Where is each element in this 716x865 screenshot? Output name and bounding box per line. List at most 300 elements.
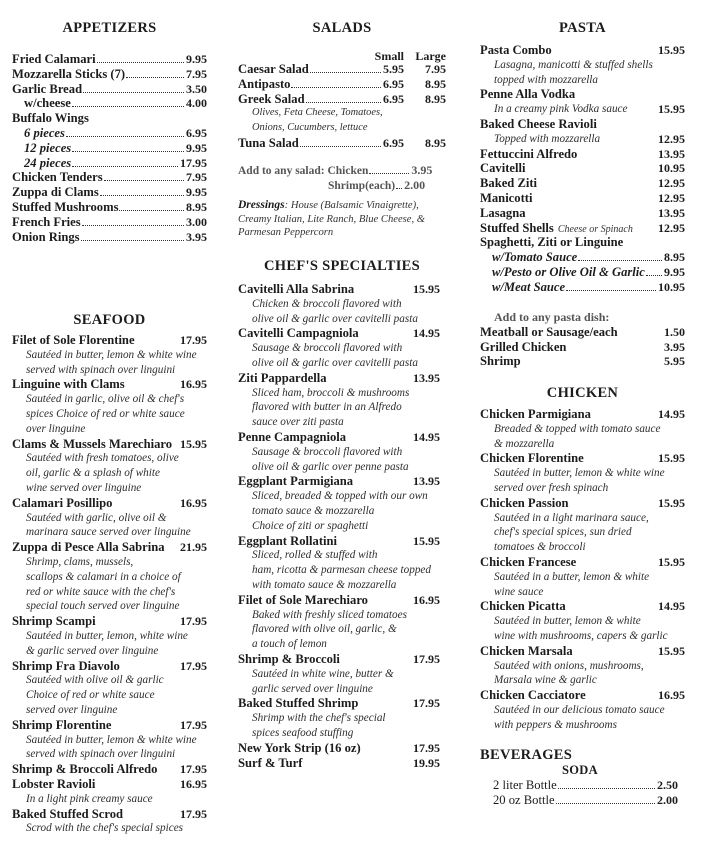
- menu-item: [12, 659, 207, 674]
- item-description: [480, 102, 685, 117]
- item-price: 19.95: [413, 755, 440, 770]
- item-description: [238, 297, 440, 312]
- pasta-addon: [480, 340, 685, 355]
- menu-item: [480, 280, 685, 295]
- menu-item: [480, 117, 685, 132]
- item-description: [238, 563, 440, 578]
- item-price: 12.95: [658, 131, 685, 146]
- item-name: Tuna Salad: [238, 135, 299, 150]
- item-description: [480, 481, 685, 496]
- item-description: [480, 437, 685, 452]
- description-line: with tomato sauce & mozzarella: [252, 578, 397, 591]
- dot-leader: [556, 803, 655, 804]
- menu-item: [480, 176, 685, 191]
- item-description: [12, 792, 207, 807]
- description-line: Scrod with the chef's special spices: [26, 822, 184, 835]
- salads-heading: SALADS: [312, 20, 372, 36]
- item-description: [238, 578, 440, 593]
- soda-name: 2 liter Bottle: [493, 778, 557, 792]
- price-small: 6.95: [383, 76, 404, 91]
- description-line: served with spinach over linguini: [26, 363, 176, 376]
- item-description: [12, 392, 207, 407]
- menu-item: [480, 644, 685, 659]
- item-name: Buffalo Wings: [12, 111, 89, 126]
- description-line: olive oil & garlic over cavitelli pasta: [252, 312, 418, 325]
- item-description: [12, 747, 207, 762]
- description-line: wine with mushrooms, capers & garlic: [494, 629, 668, 642]
- item-description: [480, 511, 685, 526]
- description-line: Sliced ham, broccoli & mushrooms: [252, 386, 410, 399]
- dot-leader: [369, 173, 409, 174]
- item-price: 15.95: [658, 451, 685, 466]
- menu-item: [480, 161, 685, 176]
- menu-item: [480, 221, 685, 236]
- soda-item: [493, 793, 678, 808]
- chicken-list: [480, 407, 685, 733]
- description-line: Sautéed in a light marinara sauce,: [494, 511, 649, 524]
- item-price: 17.95: [180, 333, 207, 347]
- item-name: Shrimp & Broccoli Alfredo: [12, 762, 158, 777]
- menu-item: [12, 170, 207, 185]
- item-price: 17.95: [413, 651, 440, 666]
- item-price: 17.95: [180, 806, 207, 821]
- description-line: garlic served over linguine: [252, 682, 373, 695]
- menu-item: [480, 191, 685, 206]
- item-price: 9.95: [186, 185, 207, 200]
- item-name: Pasta Combo: [480, 43, 552, 57]
- item-description: [238, 415, 440, 430]
- item-name: Spaghetti, Ziti or Linguine: [480, 235, 624, 250]
- menu-item: [238, 593, 440, 608]
- description-line: Sausage & broccoli flavored with: [252, 342, 403, 355]
- item-description: [480, 58, 685, 73]
- item-price: 4.00: [186, 96, 207, 111]
- item-description: [238, 460, 440, 475]
- description-line: Sliced, rolled & stuffed with: [252, 549, 378, 562]
- item-name: Caesar Salad: [238, 62, 309, 76]
- item-name: Manicotti: [480, 190, 533, 205]
- menu-item: [480, 43, 685, 58]
- description-line: Sliced, breaded & topped with our own: [252, 490, 428, 503]
- description-line: Topped with mozzarella: [494, 132, 601, 145]
- item-description: [12, 525, 207, 540]
- item-price: 9.95: [664, 264, 685, 279]
- item-description: [238, 356, 440, 371]
- item-price: 3.95: [186, 229, 207, 244]
- dot-leader: [119, 210, 184, 211]
- description-line: wine sauce: [494, 585, 544, 598]
- dot-leader: [72, 166, 178, 167]
- description-line: olive oil & garlic over penne pasta: [252, 460, 409, 473]
- soda-price: 2.50: [657, 778, 678, 792]
- dot-leader: [126, 77, 184, 78]
- description-line: Lasagna, manicotti & stuffed shells: [494, 58, 653, 71]
- description-line: tomato sauce & mozzarella: [252, 504, 375, 517]
- item-name: Surf & Turf: [238, 755, 303, 770]
- salad-dressings: [238, 199, 448, 240]
- menu-item: [12, 230, 207, 245]
- item-name: Zuppa di Clams: [12, 185, 99, 200]
- menu-item: [12, 96, 207, 111]
- item-price: 16.95: [180, 377, 207, 392]
- item-name: Eggplant Rollatini: [238, 533, 338, 548]
- salad-addon-label: Add to any salad:: [238, 164, 325, 177]
- item-description: [480, 540, 685, 555]
- item-name: Shrimp Florentine: [12, 717, 112, 732]
- item-name: Clams & Mussels Marechiaro: [12, 436, 173, 451]
- description-line: Chicken & broccoli flavored with: [252, 297, 402, 310]
- description-line: Sautéed in butter, lemon & white: [494, 615, 641, 628]
- beverages-heading: BEVERAGES: [480, 747, 573, 763]
- item-name: 12 pieces: [24, 140, 72, 155]
- description-line: oil, garlic & a splash of white: [26, 467, 160, 480]
- size-large-label: Large: [415, 49, 446, 63]
- salads-list: [238, 50, 446, 240]
- item-price: 9.95: [186, 140, 207, 155]
- salad-item: [238, 62, 446, 77]
- menu-item: [480, 451, 685, 466]
- item-price: 15.95: [658, 554, 685, 569]
- item-description: [238, 489, 440, 504]
- item-price: 17.95: [180, 658, 207, 673]
- item-description: [238, 711, 440, 726]
- dot-leader: [578, 260, 662, 261]
- item-name: Baked Cheese Ravioli: [480, 116, 597, 131]
- item-description: Olives, Feta Cheese, Tomatoes,: [252, 107, 383, 119]
- item-description: [12, 511, 207, 526]
- soda-heading: SODA: [562, 763, 598, 777]
- item-description: [238, 445, 440, 460]
- item-description: [12, 629, 207, 644]
- description-line: Sautéed in butter, lemon & white wine: [26, 733, 197, 746]
- soda-name: 20 oz Bottle: [493, 792, 555, 807]
- description-line: spices Choice of red or white sauce: [26, 407, 185, 420]
- dot-leader: [291, 87, 381, 88]
- dot-leader: [72, 106, 184, 107]
- item-price: 15.95: [413, 282, 440, 296]
- salad-item: [238, 92, 446, 107]
- description-line: special touch served over linguine: [26, 600, 180, 613]
- menu-item: [12, 52, 207, 67]
- item-description: [480, 703, 685, 718]
- description-line: Sautéed in a butter, lemon & white: [494, 570, 650, 583]
- item-price: 15.95: [413, 533, 440, 548]
- description-line: In a creamy pink Vodka sauce: [494, 103, 628, 116]
- item-price: 15.95: [658, 495, 685, 510]
- item-price: 17.95: [180, 717, 207, 732]
- item-description: [12, 422, 207, 437]
- item-description: [480, 422, 685, 437]
- dot-leader: [81, 240, 184, 241]
- item-description: [12, 585, 207, 600]
- item-price: 14.95: [658, 599, 685, 614]
- item-name: Lobster Ravioli: [12, 776, 96, 791]
- item-description: [480, 673, 685, 688]
- menu-item: [12, 141, 207, 156]
- size-small-label: Small: [374, 49, 404, 63]
- item-description: [238, 667, 440, 682]
- menu-item: [238, 756, 440, 771]
- item-description: [238, 519, 440, 534]
- item-name: Shrimp Scampi: [12, 614, 96, 629]
- item-name: Chicken Tenders: [12, 170, 103, 185]
- menu-item: [238, 534, 440, 549]
- description-line: & mozzarella: [494, 437, 555, 450]
- description-line: Baked with freshly sliced tomatoes: [252, 608, 407, 621]
- item-name: Eggplant Parmigiana: [238, 474, 354, 489]
- description-line: red or white sauce with the chef's: [26, 585, 176, 598]
- pasta-addon: [480, 325, 685, 340]
- pasta-addons-label: Add to any pasta dish:: [494, 310, 610, 324]
- item-price: 10.95: [658, 279, 685, 294]
- item-name: Linguine with Clams: [12, 377, 125, 392]
- menu-item: [12, 718, 207, 733]
- description-line: chef's special spices, sun dried: [494, 526, 632, 539]
- dot-leader: [104, 180, 184, 181]
- description-line: served over linguine: [26, 703, 118, 716]
- description-line: Sautéed in garlic, olive oil & chef's: [26, 393, 185, 406]
- description-line: tomatoes & broccoli: [494, 541, 586, 554]
- price-large: 8.95: [425, 76, 446, 91]
- item-name: Baked Ziti: [480, 176, 538, 191]
- seafood-heading: SEAFOOD: [73, 312, 146, 328]
- item-description: Onions, Cucumbers, lettuce: [252, 122, 368, 134]
- item-name: Mozzarella Sticks (7): [12, 66, 126, 81]
- menu-item: [480, 147, 685, 162]
- addon-name: Shrimp: [480, 354, 521, 369]
- item-name: Cavitelli Campagniola: [238, 326, 359, 341]
- item-name: Fried Calamari: [12, 52, 96, 66]
- item-price: 12.95: [658, 190, 685, 205]
- seafood-list: [12, 333, 207, 836]
- menu-item: [12, 67, 207, 82]
- item-name: Stuffed Shells: [480, 220, 554, 235]
- appetizers-list: [12, 52, 207, 244]
- dot-leader: [396, 188, 402, 189]
- menu-item: [12, 777, 207, 792]
- item-description: [12, 481, 207, 496]
- item-description: [12, 466, 207, 481]
- dot-leader: [300, 146, 381, 147]
- menu-item: [12, 185, 207, 200]
- description-line: over linguine: [26, 422, 86, 435]
- item-name: w/Pesto or Olive Oil & Garlic: [492, 264, 645, 279]
- item-name: w/Tomato Sauce: [492, 250, 578, 265]
- price-small: 6.95: [383, 135, 404, 150]
- item-price: 14.95: [413, 326, 440, 341]
- item-description: [480, 466, 685, 481]
- menu-item: [12, 496, 207, 511]
- appetizers-heading: APPETIZERS: [62, 20, 157, 36]
- item-name: Fettuccini Alfredo: [480, 146, 578, 161]
- item-name: French Fries: [12, 214, 81, 229]
- description-line: Shrimp with the chef's special: [252, 712, 386, 725]
- item-name: Chicken Florentine: [480, 451, 584, 466]
- menu-item: [12, 807, 207, 822]
- price-large: 8.95: [425, 91, 446, 106]
- chicken-heading: CHICKEN: [546, 385, 619, 401]
- description-line: wine served over linguine: [26, 481, 142, 494]
- item-name: Cavitelli: [480, 161, 526, 176]
- description-line: flavored with olive oil, garlic, &: [252, 623, 397, 636]
- item-description: [12, 599, 207, 614]
- item-description: [238, 341, 440, 356]
- menu-item: [238, 474, 440, 489]
- dot-leader: [566, 290, 656, 291]
- dot-leader: [66, 136, 184, 137]
- item-price: 6.95: [186, 125, 207, 140]
- item-price: 16.95: [413, 592, 440, 607]
- description-line: Shrimp, clams, mussels,: [26, 555, 134, 568]
- item-name: Chicken Passion: [480, 495, 569, 510]
- item-name: Chicken Cacciatore: [480, 688, 586, 703]
- item-price: 15.95: [658, 43, 685, 57]
- item-description: [238, 548, 440, 563]
- item-price: 3.00: [186, 214, 207, 229]
- menu-item: [12, 111, 207, 126]
- price-large: 7.95: [425, 62, 446, 76]
- description-line: served with spinach over linguini: [26, 748, 176, 761]
- item-name: Chicken Picatta: [480, 599, 566, 614]
- item-name: Zuppa di Pesce Alla Sabrina: [12, 540, 165, 555]
- item-description: [238, 622, 440, 637]
- menu-item: [12, 215, 207, 230]
- description-line: Sautéed in butter, lemon & white wine: [494, 467, 665, 480]
- item-description: [480, 525, 685, 540]
- item-description: [12, 644, 207, 659]
- item-name: Chicken Francese: [480, 554, 577, 569]
- item-price: 14.95: [413, 429, 440, 444]
- item-description: [12, 570, 207, 585]
- item-name: Penne Campagniola: [238, 429, 347, 444]
- item-description: [12, 688, 207, 703]
- pasta-list: [480, 43, 685, 295]
- item-price: 13.95: [658, 146, 685, 161]
- item-description: [480, 614, 685, 629]
- item-name: Garlic Bread: [12, 81, 83, 96]
- menu-item: [480, 496, 685, 511]
- item-description: [12, 703, 207, 718]
- salad-addon-chicken: [238, 163, 446, 178]
- item-name: Penne Alla Vodka: [480, 87, 576, 102]
- item-price: 16.95: [180, 776, 207, 791]
- description-line: Sautéed in butter, lemon & white wine: [26, 348, 197, 361]
- item-name: Onion Rings: [12, 229, 80, 244]
- item-name: Lasagna: [480, 205, 526, 220]
- menu-item: [480, 235, 685, 250]
- item-name: Filet of Sole Marechiaro: [238, 592, 368, 607]
- description-line: with peppers & mushrooms: [494, 718, 617, 731]
- description-line: olive oil & garlic over cavitelli pasta: [252, 356, 418, 369]
- description-line: Breaded & topped with tomato sauce: [494, 422, 661, 435]
- item-price: 15.95: [658, 102, 685, 117]
- item-name: Ziti Pappardella: [238, 370, 327, 385]
- item-description: [480, 132, 685, 147]
- menu-item: [12, 540, 207, 555]
- item-description: [12, 555, 207, 570]
- addon-price: 5.95: [664, 354, 685, 369]
- pasta-heading: PASTA: [559, 20, 606, 36]
- item-price: 17.95: [180, 762, 207, 777]
- item-description: [238, 682, 440, 697]
- dot-leader: [97, 62, 184, 63]
- item-description: [12, 451, 207, 466]
- description-line: topped with mozzarella: [494, 73, 599, 86]
- item-name: Antipasto: [238, 76, 291, 91]
- item-description: [480, 73, 685, 88]
- item-name: Shrimp & Broccoli: [238, 651, 340, 666]
- item-description: [12, 733, 207, 748]
- salad-size-header: [238, 50, 446, 62]
- item-description: [238, 637, 440, 652]
- item-price: 14.95: [658, 407, 685, 421]
- dot-leader: [558, 788, 655, 789]
- menu-item: [238, 430, 440, 445]
- item-price: 16.95: [180, 495, 207, 510]
- item-description: [480, 570, 685, 585]
- item-description: [238, 400, 440, 415]
- item-description: [12, 673, 207, 688]
- item-price: 8.95: [664, 250, 685, 265]
- item-name: Baked Stuffed Shrimp: [238, 696, 359, 711]
- item-note: Cheese or Spinach: [557, 223, 633, 235]
- item-description: [12, 363, 207, 378]
- addon-name: Meatball or Sausage/each: [480, 324, 618, 339]
- item-price: 12.95: [658, 176, 685, 191]
- soda-list: [493, 778, 678, 808]
- menu-item: [238, 326, 440, 341]
- menu-item: [12, 82, 207, 97]
- item-name: Greek Salad: [238, 91, 305, 106]
- menu-item: [12, 156, 207, 171]
- price-small: 6.95: [383, 91, 404, 106]
- description-line: sauce over ziti pasta: [252, 416, 344, 429]
- item-name: 24 pieces: [24, 155, 72, 170]
- menu-item: [480, 407, 685, 422]
- menu-item: [12, 614, 207, 629]
- item-price: 17.95: [180, 614, 207, 629]
- menu-item: [480, 265, 685, 280]
- item-name: New York Strip (16 oz): [238, 740, 361, 755]
- salad-item: [238, 136, 446, 151]
- item-price: 3.50: [186, 81, 207, 96]
- item-name: Shrimp Fra Diavolo: [12, 658, 120, 673]
- menu-item: [238, 371, 440, 386]
- menu-item: [238, 282, 440, 297]
- addon-price: 1.50: [664, 324, 685, 339]
- item-description: [480, 718, 685, 733]
- menu-item: [12, 333, 207, 348]
- item-price: 17.95: [413, 740, 440, 755]
- dressings-text: : House (Balsamic Vinaigrette), Creamy Italian, Lite Ranch, Blue Cheese, & Parmesan Peppercorn: [238, 200, 426, 239]
- menu-item: [12, 437, 207, 452]
- item-description: [238, 504, 440, 519]
- item-price: 13.95: [658, 205, 685, 220]
- item-price: 17.95: [413, 696, 440, 711]
- item-name: Baked Stuffed Scrod: [12, 806, 124, 821]
- description-line: flavored with butter in an Alfredo: [252, 401, 402, 414]
- menu-item: [480, 599, 685, 614]
- description-line: Sautéed with fresh tomatoes, olive: [26, 452, 179, 465]
- menu-item: [12, 377, 207, 392]
- item-price: 13.95: [413, 370, 440, 385]
- item-name: w/Meat Sauce: [492, 279, 566, 294]
- description-line: & garlic served over linguine: [26, 644, 159, 657]
- dot-leader: [310, 72, 381, 73]
- menu-item: [238, 741, 440, 756]
- menu-item: [238, 652, 440, 667]
- item-price: 10.95: [658, 161, 685, 176]
